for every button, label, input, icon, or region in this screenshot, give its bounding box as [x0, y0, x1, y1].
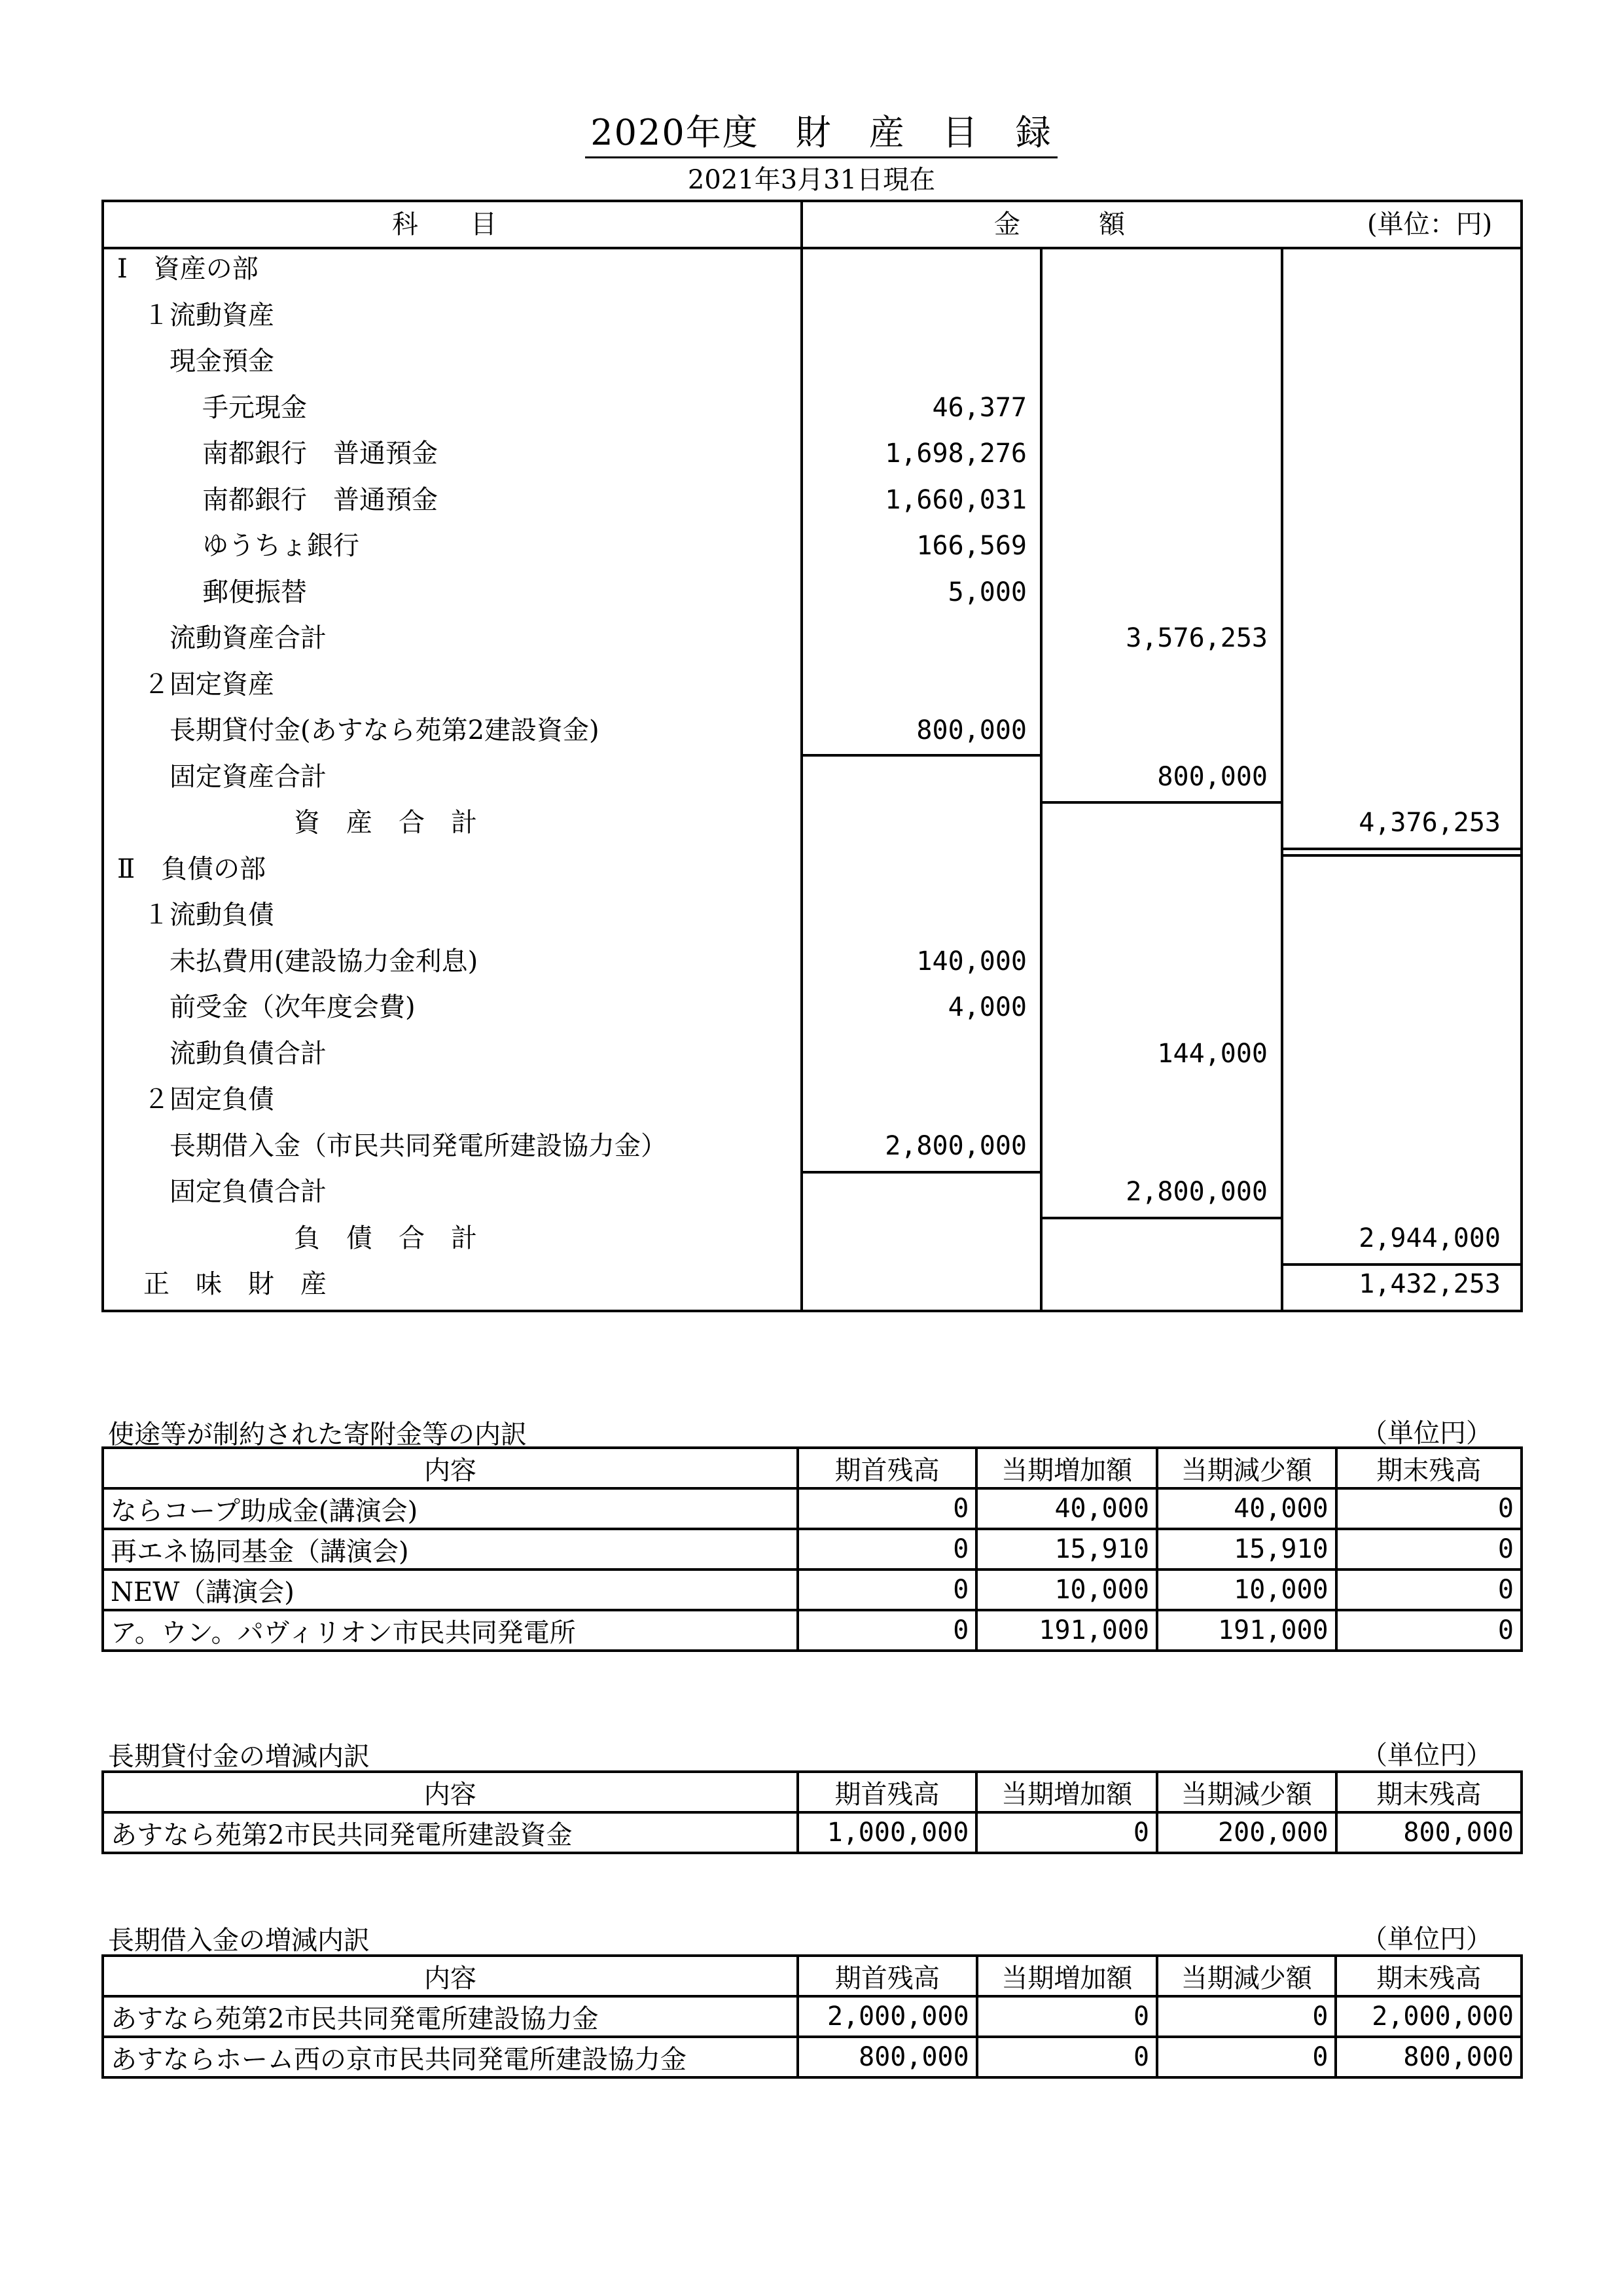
row-amount-c1: 140,000	[916, 946, 1027, 977]
row-value: 0	[798, 1570, 976, 1610]
column-header: 当期増加額	[976, 1448, 1157, 1488]
row-value: 200,000	[1157, 1812, 1336, 1853]
row-value: 0	[798, 1529, 976, 1570]
column-header: 期首残高	[798, 1772, 977, 1812]
table-row	[103, 1570, 1522, 1610]
row-value: 2,000,000	[1336, 1996, 1522, 2037]
row-value: 40,000	[976, 1488, 1157, 1529]
row-value: 0	[976, 1812, 1157, 1853]
row-label: 南都銀行 普通預金	[202, 439, 438, 469]
row-description: NEW（講演会)	[103, 1570, 798, 1610]
row-value: 0	[1336, 1529, 1522, 1570]
row-amount-c1: 5,000	[948, 577, 1027, 607]
table-row	[103, 1812, 1522, 1853]
row-value: 15,910	[1157, 1529, 1336, 1570]
table-row	[103, 2037, 1522, 2077]
table-header-row	[103, 1448, 1522, 1488]
row-amount-c1: 1,660,031	[885, 484, 1027, 515]
borrowings-table	[101, 1954, 1523, 2079]
row-amount-c1: 800,000	[916, 715, 1027, 745]
row-value: 0	[1336, 1610, 1522, 1651]
column-header: 期首残高	[798, 1956, 977, 1996]
row-value: 800,000	[1336, 2037, 1522, 2077]
column-header: 内容	[103, 1772, 798, 1812]
row-label: 流動負債合計	[169, 1038, 327, 1069]
row-amount-c1: 4,000	[948, 992, 1027, 1022]
column-header: 期末残高	[1336, 1956, 1522, 1996]
row-value: 40,000	[1157, 1488, 1336, 1529]
column-header: 当期減少額	[1157, 1956, 1336, 1996]
donations-unit: （単位円）	[1361, 1418, 1492, 1448]
row-value: 10,000	[976, 1570, 1157, 1610]
header-unit: (単位：円)	[1367, 209, 1493, 240]
subtotal-line-assets-col2	[1040, 801, 1281, 804]
column-header: 当期増加額	[976, 1772, 1157, 1812]
net-assets-line	[1281, 1310, 1520, 1312]
row-value: 0	[1157, 2037, 1336, 2077]
row-value: 0	[1336, 1570, 1522, 1610]
row-amount-c1: 1,698,276	[885, 439, 1027, 469]
table-row	[103, 1488, 1522, 1529]
loans-table	[101, 1770, 1523, 1854]
row-label: 南都銀行 普通預金	[202, 484, 438, 515]
donations-title: 使途等が制約された寄附金等の内訳	[108, 1420, 527, 1450]
column-header: 当期減少額	[1157, 1448, 1336, 1488]
header-subject: 科 目	[392, 209, 497, 240]
row-label: 固定負債合計	[169, 1177, 327, 1207]
row-label: 前受金（次年度会費)	[169, 992, 416, 1022]
row-description: ならコープ助成金(講演会)	[103, 1488, 798, 1529]
row-label: 手元現金	[202, 392, 307, 423]
row-label: 資 産 合 計	[294, 808, 477, 838]
row-amount-c3: 1,432,253	[1359, 1269, 1501, 1299]
column-header: 期首残高	[798, 1448, 976, 1488]
header-divider	[104, 247, 1520, 249]
borrowings-unit: （単位円）	[1361, 1924, 1492, 1954]
subtotal-line-liab-col2	[1040, 1217, 1281, 1219]
row-label: 長期借入金（市民共同発電所建設協力金）	[169, 1130, 667, 1161]
row-label: Ⅰ 資産の部	[117, 254, 259, 284]
row-amount-c1: 166,569	[916, 531, 1027, 561]
asset-statement-table	[101, 200, 1523, 1312]
row-description: あすならホーム西の京市民共同発電所建設協力金	[103, 2037, 798, 2077]
row-amount-c3: 4,376,253	[1359, 808, 1501, 838]
total-line-assets-b	[1281, 854, 1520, 857]
row-value: 15,910	[976, 1529, 1157, 1570]
table-row	[103, 1996, 1522, 2037]
row-amount-c1: 46,377	[932, 392, 1027, 423]
row-label: 流動資産合計	[169, 623, 327, 653]
row-value: 0	[798, 1488, 976, 1529]
row-label: １流動資産	[143, 300, 274, 331]
row-value: 0	[798, 1610, 976, 1651]
as-of-date: 2021年3月31日現在	[687, 165, 936, 195]
loans-title: 長期貸付金の増減内訳	[108, 1742, 370, 1772]
borrowings-title: 長期借入金の増減内訳	[108, 1926, 370, 1956]
row-label: 現金預金	[169, 346, 274, 376]
row-description: 再エネ協同基金（講演会)	[103, 1529, 798, 1570]
column-header: 当期減少額	[1157, 1772, 1336, 1812]
row-label: ゆうちょ銀行	[202, 531, 359, 561]
column-header: 内容	[103, 1956, 798, 1996]
row-label: ２固定資産	[143, 669, 274, 700]
subtotal-line-liab-col1	[800, 1171, 1040, 1174]
row-value: 2,000,000	[798, 1996, 977, 2037]
row-description: あすなら苑第2市民共同発電所建設資金	[103, 1812, 798, 1853]
row-value: 1,000,000	[798, 1812, 977, 1853]
row-label: 負 債 合 計	[294, 1223, 477, 1253]
row-value: 0	[977, 2037, 1157, 2077]
row-label: Ⅱ 負債の部	[117, 853, 266, 884]
row-label: 固定資産合計	[169, 761, 327, 792]
table-row	[103, 1529, 1522, 1570]
loans-unit: （単位円）	[1361, 1740, 1492, 1770]
column-header: 内容	[103, 1448, 798, 1488]
row-label: 長期貸付金(あすなら苑第2建設資金)	[169, 715, 599, 745]
table-row	[103, 1610, 1522, 1651]
header-amount: 金 額	[994, 209, 1125, 240]
row-value: 10,000	[1157, 1570, 1336, 1610]
amount-column-divider-2	[1281, 247, 1283, 1310]
row-value: 800,000	[1336, 1812, 1522, 1853]
column-header: 当期増加額	[977, 1956, 1157, 1996]
row-label: 正 味 財 産	[143, 1269, 327, 1299]
subtotal-line-assets-col1	[800, 754, 1040, 757]
row-value: 0	[977, 1996, 1157, 2037]
row-amount-c2: 3,576,253	[1126, 623, 1268, 653]
row-amount-c2: 800,000	[1157, 761, 1268, 792]
table-header-row	[103, 1772, 1522, 1812]
title-text: 2020年度 財 産 目 録	[585, 105, 1057, 158]
row-value: 191,000	[1157, 1610, 1336, 1651]
row-amount-c3: 2,944,000	[1359, 1223, 1501, 1253]
row-description: ア。ウン。パヴィリオン市民共同発電所	[103, 1610, 798, 1651]
row-label: １流動負債	[143, 900, 274, 930]
row-value: 800,000	[798, 2037, 977, 2077]
column-header: 期末残高	[1336, 1772, 1522, 1812]
row-value: 191,000	[976, 1610, 1157, 1651]
total-line-assets-a	[1281, 848, 1520, 850]
row-label: ２固定負債	[143, 1085, 274, 1115]
row-label: 未払費用(建設協力金利息)	[169, 946, 478, 977]
row-value: 0	[1336, 1488, 1522, 1529]
page-title	[0, 105, 1623, 158]
column-header: 期末残高	[1336, 1448, 1522, 1488]
donations-table	[101, 1446, 1523, 1652]
table-header-row	[103, 1956, 1522, 1996]
row-amount-c2: 2,800,000	[1126, 1177, 1268, 1207]
row-amount-c1: 2,800,000	[885, 1130, 1027, 1161]
row-description: あすなら苑第2市民共同発電所建設協力金	[103, 1996, 798, 2037]
row-amount-c2: 144,000	[1157, 1038, 1268, 1069]
row-value: 0	[1157, 1996, 1336, 2037]
row-label: 郵便振替	[202, 577, 307, 607]
